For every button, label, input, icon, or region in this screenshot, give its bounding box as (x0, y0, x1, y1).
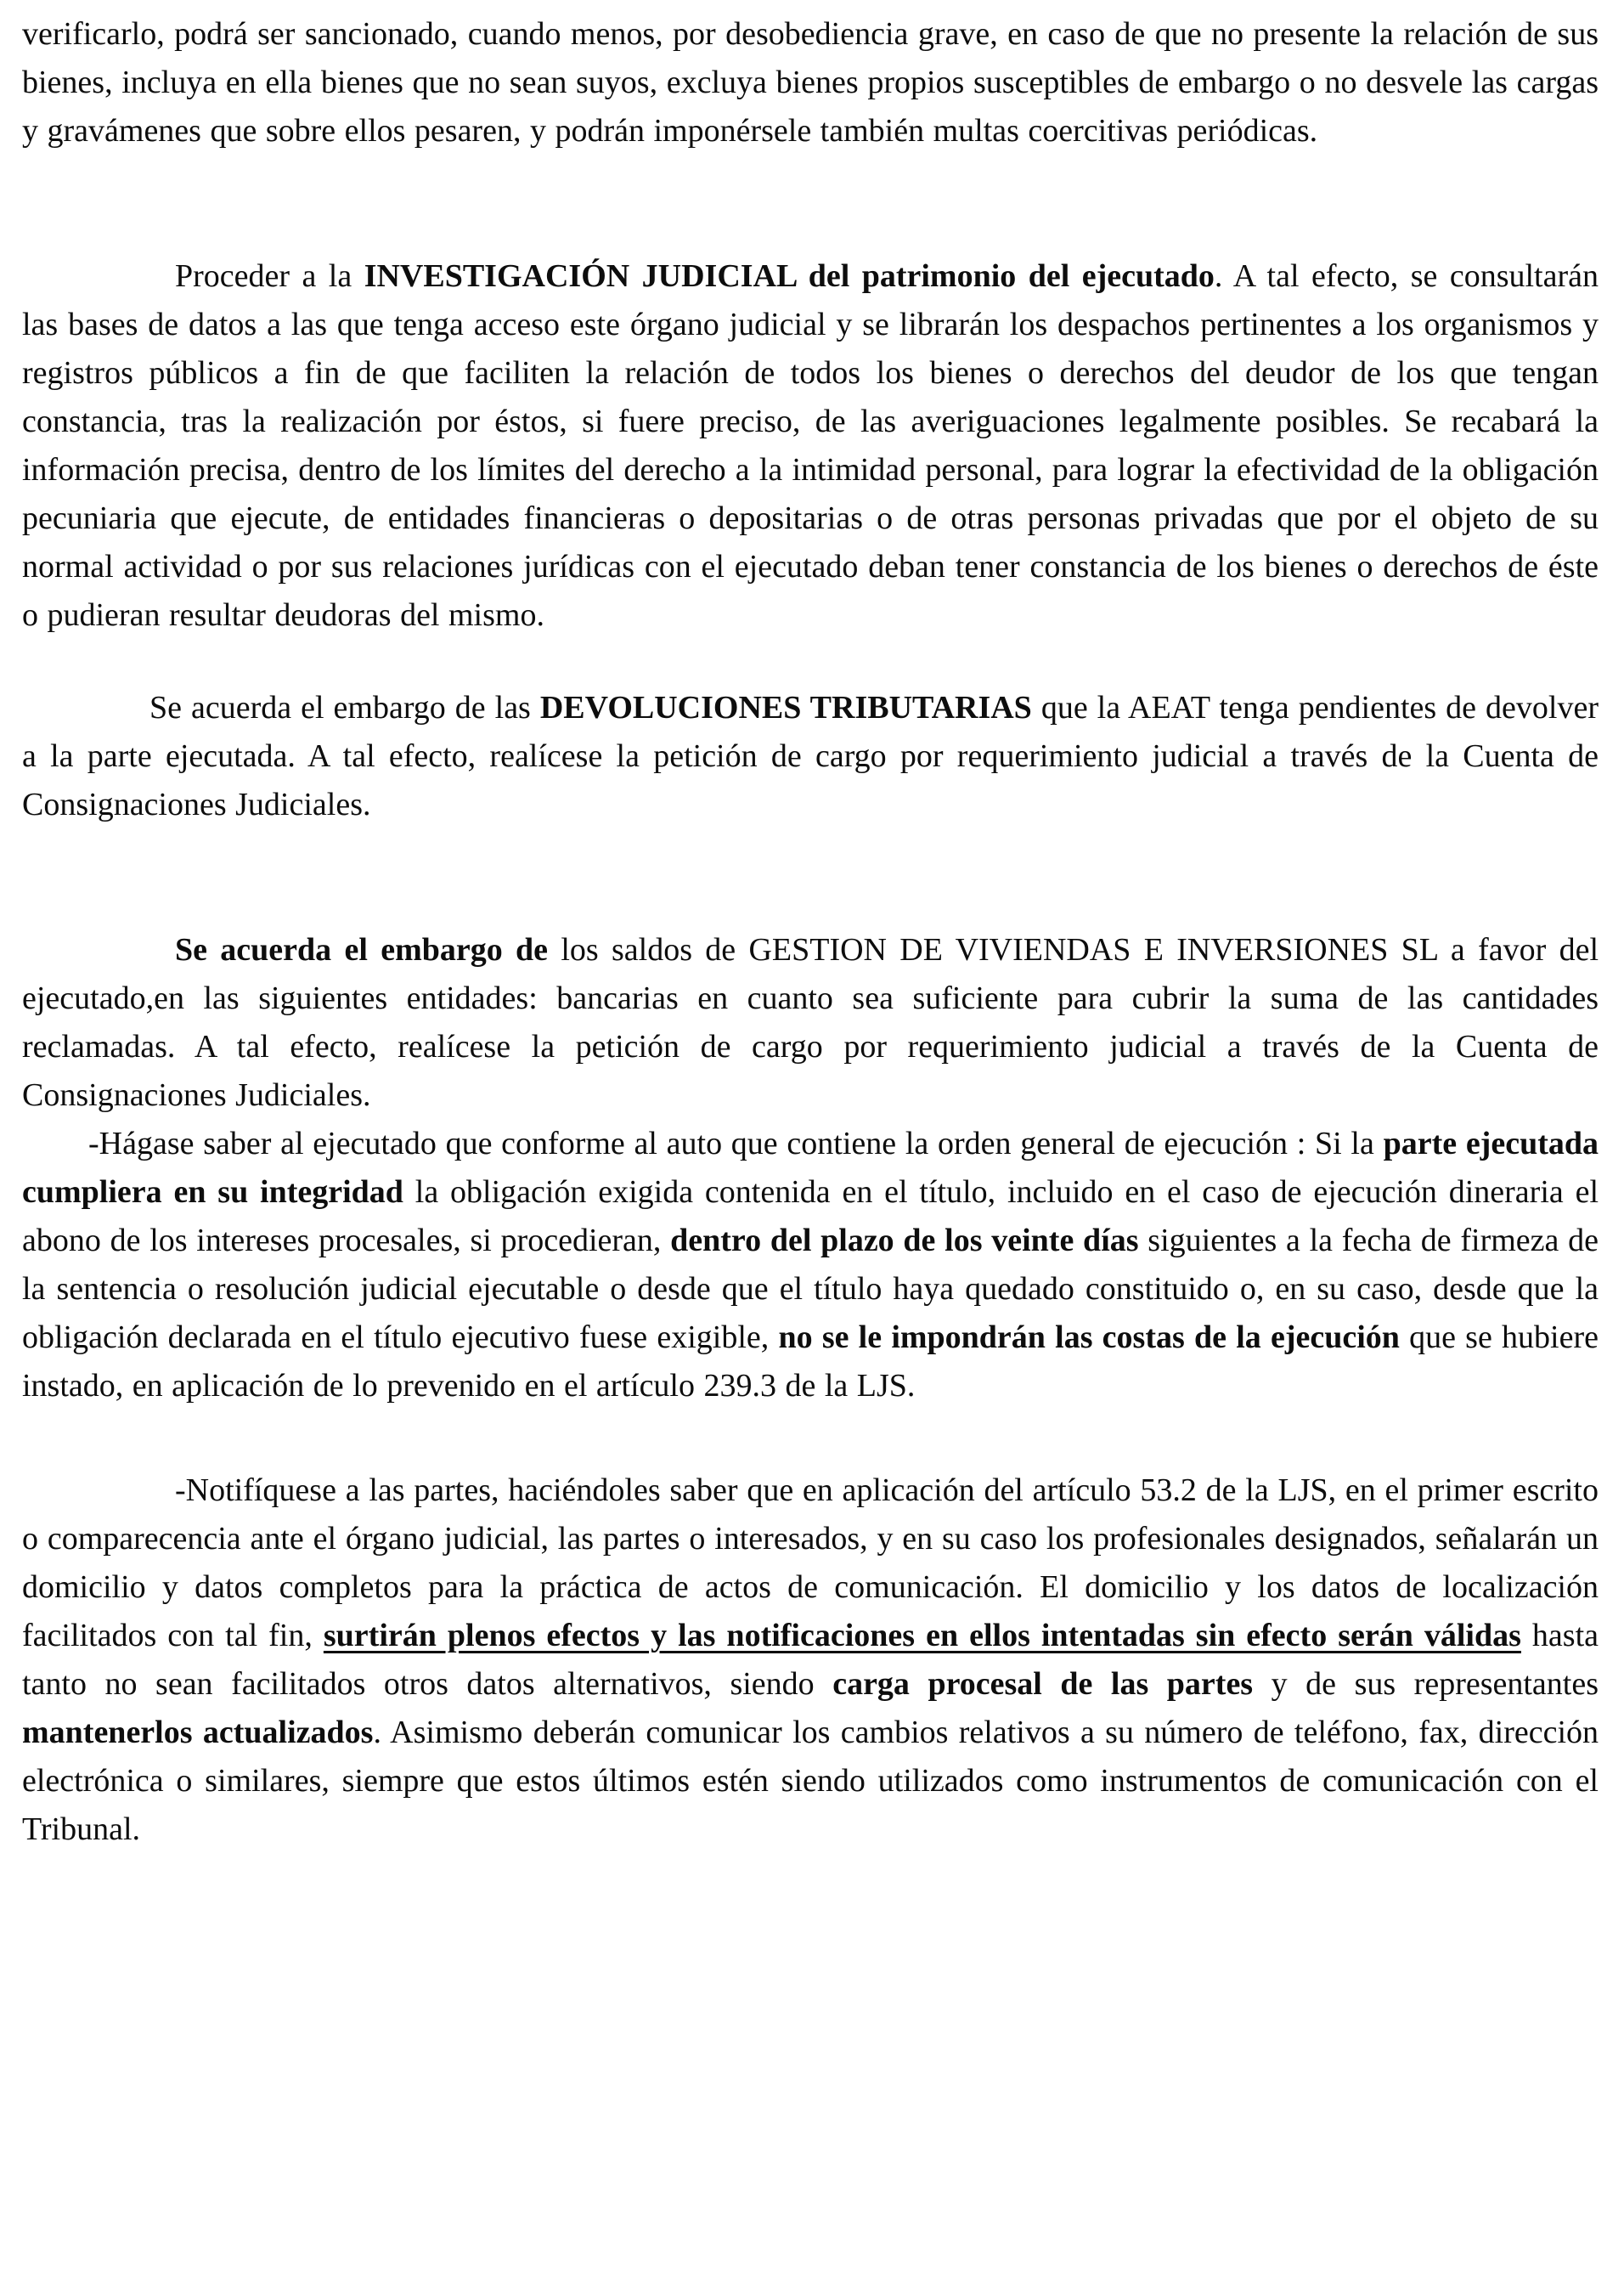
text-run-normal: que se hubiere instado, en aplicación de lo prevenido en el artículo 239.3 de la LJS. (22, 1319, 1599, 1404)
text-run-bold: mantenerlos actualizados (22, 1715, 374, 1750)
text-run-bold: DEVOLUCIONES TRIBUTARIAS (539, 690, 1032, 726)
text-run-bold: carga procesal de las partes (832, 1666, 1254, 1702)
text-run-bold: dentro del plazo de los veinte días (670, 1223, 1139, 1258)
text-run-bold: no se le impondrán las costas de la ejecución (778, 1319, 1400, 1355)
text-run-normal: -Notifíquese a las partes, haciéndoles saber que en aplicación del artículo 53.2 de la LJS, en el primer escrito o comparecencia ante el órgano judicial, las partes o interesados, y en su caso los profesionales designados, señalarán un domicilio y datos completos para la práctica de actos de comunicación. El domicilio y los datos de localización facilitados con tal fin, (22, 1472, 1599, 1653)
text-run-normal: . A tal efecto, se consultarán las bases de datos a las que tenga acceso este órgano judicial y se librarán los despachos pertinentes a los organismos y registros públicos a fin de que faciliten la relación de todos los bienes o derechos del deudor de los que tengan constancia, tras la realización por éstos, si fuere preciso, de las averiguaciones legalmente posibles. Se recabará la información precisa, dentro de los límites del derecho a la intimidad personal, para lograr la efectividad de la obligación pecuniaria que ejecute, de entidades financieras o depositarias o de otras personas privadas que por el objeto de su normal actividad o por sus relaciones jurídicas con el ejecutado deban tener constancia de los bienes o derechos de éste o pudieran resultar deudoras del mismo. (22, 258, 1599, 633)
paragraph-hagase-saber (22, 1120, 1599, 1410)
paragraph-devoluciones-tributarias (22, 684, 1599, 829)
text-run-normal: que la AEAT tenga pendientes de devolver a la parte ejecutada. A tal efecto, realícese la petición de cargo por requerimiento judicial a través de la Cuenta de Consignaciones Judiciales. (22, 690, 1599, 822)
text-run-normal: los saldos de GESTION DE VIVIENDAS E INVERSIONES SL a favor del ejecutado,en las siguientes entidades: bancarias en cuanto sea suficiente para cubrir la suma de las cantidades reclamadas. A tal efecto, realícese la petición de cargo por requerimiento judicial a través de la Cuenta de Consignaciones Judiciales. (22, 932, 1599, 1113)
text-run-bold-underline: surtirán plenos efectos y las notificaciones en ellos intentadas sin efecto serán válidas (323, 1618, 1521, 1653)
text-run-normal: . Asimismo deberán comunicar los cambios relativos a su número de teléfono, fax, dirección electrónica o similares, siempre que estos últimos estén siendo utilizados como instrumentos de comunicación con el Tribunal. (22, 1715, 1599, 1847)
paragraph-investigacion-judicial (22, 252, 1599, 640)
text-run-normal: verificarlo, podrá ser sancionado, cuando menos, por desobediencia grave, en caso de que no presente la relación de sus bienes, incluya en ella bienes que no sean suyos, excluya bienes propios susceptibles de embargo o no desvele las cargas y gravámenes que sobre ellos pesaren, y podrán imponérsele también multas coercitivas periódicas. (22, 16, 1599, 149)
text-run-normal: Se acuerda el embargo de las (149, 690, 540, 726)
text-run-normal: Proceder a la (175, 258, 364, 294)
paragraph-embargo-saldos (22, 926, 1599, 1120)
text-run-bold: parte ejecutada cumpliera en su integridad (22, 1126, 1599, 1210)
paragraph-notifiquese (22, 1466, 1599, 1854)
text-run-normal: y de sus representantes (1253, 1666, 1599, 1702)
text-run-normal: hasta tanto no sean facilitados otros datos alternativos, siendo (22, 1618, 1599, 1702)
text-run-normal: -Hágase saber al ejecutado que conforme al auto que contiene la orden general de ejecución : Si la (88, 1126, 1384, 1161)
text-run-normal: la obligación exigida contenida en el título, incluido en el caso de ejecución dineraria el abono de los intereses procesales, si procedieran, (22, 1174, 1599, 1258)
paragraph-continuation-sanction (22, 10, 1599, 155)
text-run-bold: Se acuerda el embargo de (175, 932, 549, 968)
text-run-normal: siguientes a la fecha de firmeza de la sentencia o resolución judicial ejecutable o desde que el título haya quedado constituido o, en su caso, desde que la obligación declarada en el título ejecutivo fuese exigible, (22, 1223, 1599, 1355)
text-run-bold: INVESTIGACIÓN JUDICIAL del patrimonio del ejecutado (364, 258, 1215, 294)
